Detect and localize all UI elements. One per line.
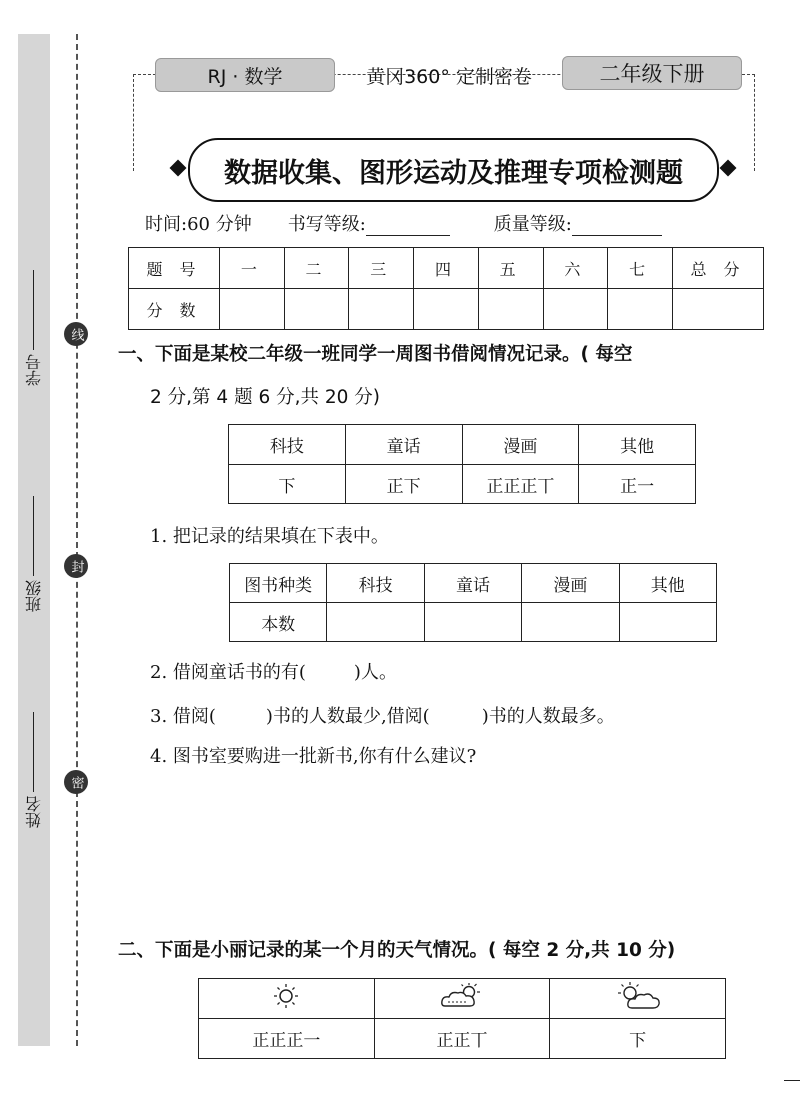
weather-tally-row — [199, 1019, 726, 1059]
fill-table — [229, 563, 717, 642]
quality-grade-blank[interactable] — [572, 210, 662, 236]
score-row-label: 分 数 — [129, 289, 220, 330]
tally-cell: 正下 — [345, 465, 462, 504]
question-3-text-c: )书的人数最多。 — [481, 706, 615, 727]
grade-badge: 二年级下册 — [562, 56, 742, 90]
fill-row-label: 本数 — [230, 603, 327, 642]
name-blank[interactable] — [34, 712, 35, 792]
score-cell[interactable] — [414, 289, 479, 330]
score-header-cell: 题 号 — [129, 248, 220, 289]
class-label: 班级 — [24, 580, 44, 612]
score-cell[interactable] — [284, 289, 349, 330]
question-2-text-b: )人。 — [353, 662, 397, 683]
weather-tally-cell: 正正丅 — [374, 1019, 550, 1059]
fill-header-cell: 图书种类 — [230, 564, 327, 603]
writing-grade-blank[interactable] — [366, 210, 450, 236]
writing-grade-label: 书写等级: — [287, 214, 366, 235]
weather-icon-cell — [550, 979, 726, 1019]
tally-header-cell: 其他 — [579, 425, 696, 465]
question-3 — [150, 702, 615, 728]
page-title: 数据收集、图形运动及推理专项检测题 — [188, 138, 719, 202]
fill-answer-cell[interactable] — [424, 603, 521, 642]
subject-badge: RJ · 数学 — [155, 58, 335, 92]
student-id-field[interactable] — [16, 226, 52, 386]
tally-header-row — [229, 425, 696, 465]
score-header-cell: 五 — [478, 248, 543, 289]
section1-heading-line2: 2 分,第 4 题 6 分,共 20 分) — [150, 387, 380, 408]
seal-line: 线 — [64, 322, 88, 346]
series-title: 黄冈360° 定制密卷 — [366, 65, 532, 88]
sun-icon — [271, 983, 301, 1009]
seal-secret: 密 — [64, 770, 88, 794]
tally-row — [229, 465, 696, 504]
question-4-answer-area[interactable] — [150, 780, 750, 920]
weather-tally-cell: 正正正一 — [199, 1019, 375, 1059]
tally-table — [228, 424, 696, 504]
score-header-cell: 七 — [608, 248, 673, 289]
score-header-cell: 六 — [543, 248, 608, 289]
sun-behind-cloud-icon — [614, 981, 662, 1011]
tally-header-cell: 漫画 — [462, 425, 579, 465]
exam-meta — [145, 210, 765, 236]
question-3-text-a: 3. 借阅( — [150, 706, 216, 727]
seal-seal: 封 — [64, 554, 88, 578]
corner-mark — [784, 1080, 800, 1081]
section1-heading-line1: 一、下面是某校二年级一班同学一周图书借阅情况记录。( 每空 — [118, 344, 633, 365]
section2-heading: 二、下面是小丽记录的某一个月的天气情况。( 每空 2 分,共 10 分) — [118, 940, 676, 961]
name-label: 姓名 — [24, 796, 44, 828]
cloudy-sun-icon — [439, 982, 485, 1010]
score-header-cell: 四 — [414, 248, 479, 289]
score-header-cell: 二 — [284, 248, 349, 289]
cut-line — [76, 34, 78, 1046]
score-cell[interactable] — [673, 289, 764, 330]
score-cell[interactable] — [608, 289, 673, 330]
score-cell[interactable] — [543, 289, 608, 330]
score-table — [128, 247, 764, 330]
class-field[interactable] — [16, 452, 52, 612]
student-id-blank[interactable] — [34, 270, 35, 350]
question-1: 1. 把记录的结果填在下表中。 — [150, 526, 389, 547]
fill-header-row — [230, 564, 717, 603]
fill-header-cell: 科技 — [327, 564, 424, 603]
class-blank[interactable] — [34, 496, 35, 576]
weather-table — [198, 978, 726, 1059]
tally-cell: 正正正丅 — [462, 465, 579, 504]
tally-cell: 下 — [229, 465, 346, 504]
name-field[interactable] — [16, 668, 52, 828]
question-4: 4. 图书室要购进一批新书,你有什么建议? — [150, 746, 477, 767]
score-header-cell: 一 — [220, 248, 285, 289]
fill-answer-cell[interactable] — [522, 603, 619, 642]
fill-header-cell: 童话 — [424, 564, 521, 603]
weather-tally-cell: 下 — [550, 1019, 726, 1059]
tally-header-cell: 童话 — [345, 425, 462, 465]
tally-cell: 正一 — [579, 465, 696, 504]
score-cell[interactable] — [478, 289, 543, 330]
weather-icon-cell — [374, 979, 550, 1019]
score-cell[interactable] — [220, 289, 285, 330]
fill-header-cell: 漫画 — [522, 564, 619, 603]
score-header-cell: 总 分 — [673, 248, 764, 289]
score-table-header-row — [129, 248, 764, 289]
time-label: 时间:60 分钟 — [145, 214, 252, 235]
question-3-text-b: )书的人数最少,借阅( — [265, 706, 430, 727]
fill-answer-row — [230, 603, 717, 642]
quality-grade-label: 质量等级: — [493, 214, 572, 235]
fill-header-cell: 其他 — [619, 564, 716, 603]
question-2-text-a: 2. 借阅童话书的有( — [150, 662, 306, 683]
fill-answer-cell[interactable] — [327, 603, 424, 642]
fill-answer-cell[interactable] — [619, 603, 716, 642]
score-header-cell: 三 — [349, 248, 414, 289]
score-cell[interactable] — [349, 289, 414, 330]
question-2 — [150, 658, 397, 684]
weather-icon-cell — [199, 979, 375, 1019]
score-table-score-row — [129, 289, 764, 330]
tally-header-cell: 科技 — [229, 425, 346, 465]
student-id-label: 学号 — [24, 354, 44, 386]
weather-icon-row — [199, 979, 726, 1019]
